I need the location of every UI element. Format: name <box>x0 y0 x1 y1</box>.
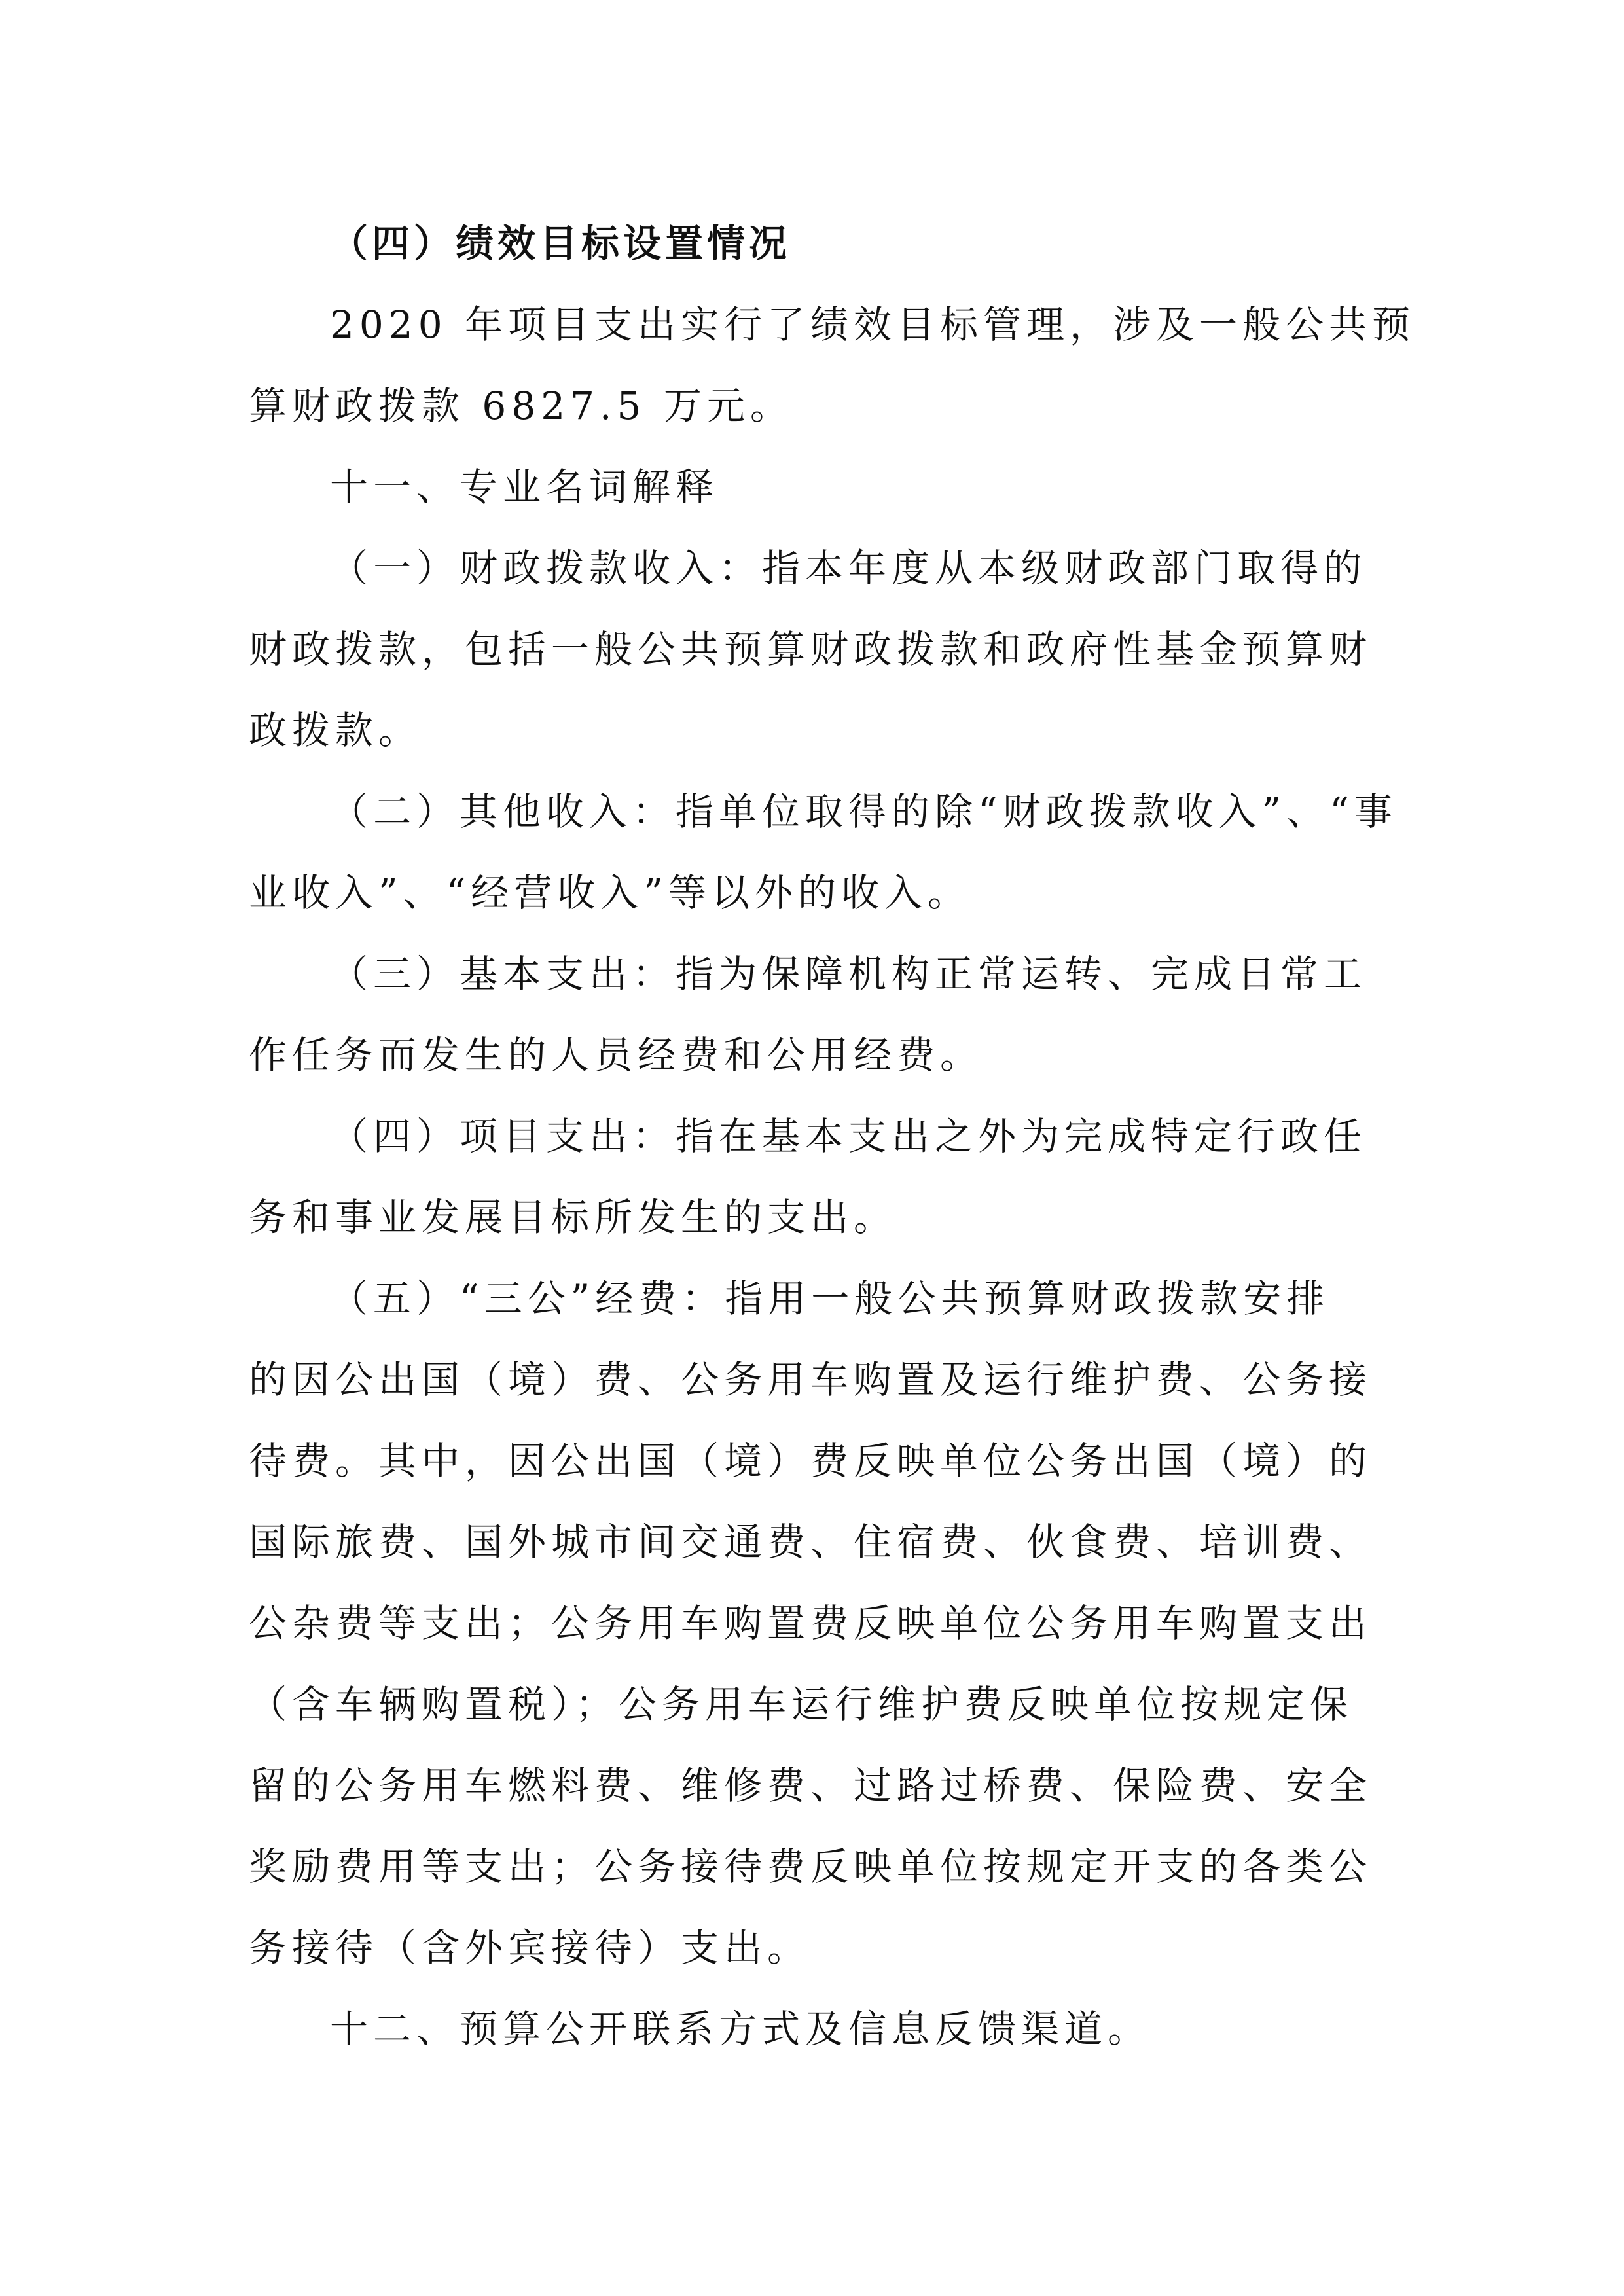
paragraph-line: 业收入”、“经营收入”等以外的收入。 <box>249 870 971 915</box>
paragraph-line: 的因公出国（境）费、公务用车购置及运行维护费、公务接 <box>249 1357 1373 1402</box>
paragraph-line: （五）“三公”经费：指用一般公共预算财政拨款安排 <box>330 1276 1330 1321</box>
paragraph-line: 待费。其中，因公出国（境）费反映单位公务出国（境）的 <box>249 1439 1373 1483</box>
paragraph-line: 奖励费用等支出；公务接待费反映单位按规定开支的各类公 <box>249 1844 1373 1889</box>
paragraph-line: 国际旅费、国外城市间交通费、住宿费、伙食费、培训费、 <box>249 1520 1373 1564</box>
document-page <box>249 203 1416 2070</box>
paragraph-line: 公杂费等支出；公务用车购置费反映单位公务用车购置支出 <box>249 1601 1373 1645</box>
paragraph-line: （二）其他收入：指单位取得的除“财政拨款收入”、“事 <box>330 789 1398 834</box>
paragraph-line: （三）基本支出：指为保障机构正常运转、完成日常工 <box>330 952 1367 996</box>
section-heading-contact: 十二、预算公开联系方式及信息反馈渠道。 <box>330 2007 1151 2051</box>
section-heading-terms: 十一、专业名词解释 <box>330 465 719 509</box>
paragraph-line: （含车辆购置税）；公务用车运行维护费反映单位按规定保 <box>249 1682 1354 1727</box>
paragraph-line: 作任务而发生的人员经费和公用经费。 <box>249 1033 984 1077</box>
paragraph-line: （四）项目支出：指在基本支出之外为完成特定行政任 <box>330 1114 1367 1158</box>
paragraph-line: 务接待（含外宾接待）支出。 <box>249 1926 811 1970</box>
paragraph-line: 2020 年项目支出实行了绩效目标管理，涉及一般公共预 <box>330 302 1416 347</box>
paragraph-line: 政拨款。 <box>249 708 422 753</box>
paragraph-line: 留的公务用车燃料费、维修费、过路过桥费、保险费、安全 <box>249 1763 1373 1808</box>
paragraph-line: 务和事业发展目标所发生的支出。 <box>249 1195 897 1240</box>
paragraph-line: （一）财政拨款收入：指本年度从本级财政部门取得的 <box>330 546 1367 590</box>
section-heading-performance-goals: （四）绩效目标设置情况 <box>330 221 791 266</box>
paragraph-line: 财政拨款，包括一般公共预算财政拨款和政府性基金预算财 <box>249 627 1373 672</box>
paragraph-line: 算财政拨款 6827.5 万元。 <box>249 384 793 428</box>
